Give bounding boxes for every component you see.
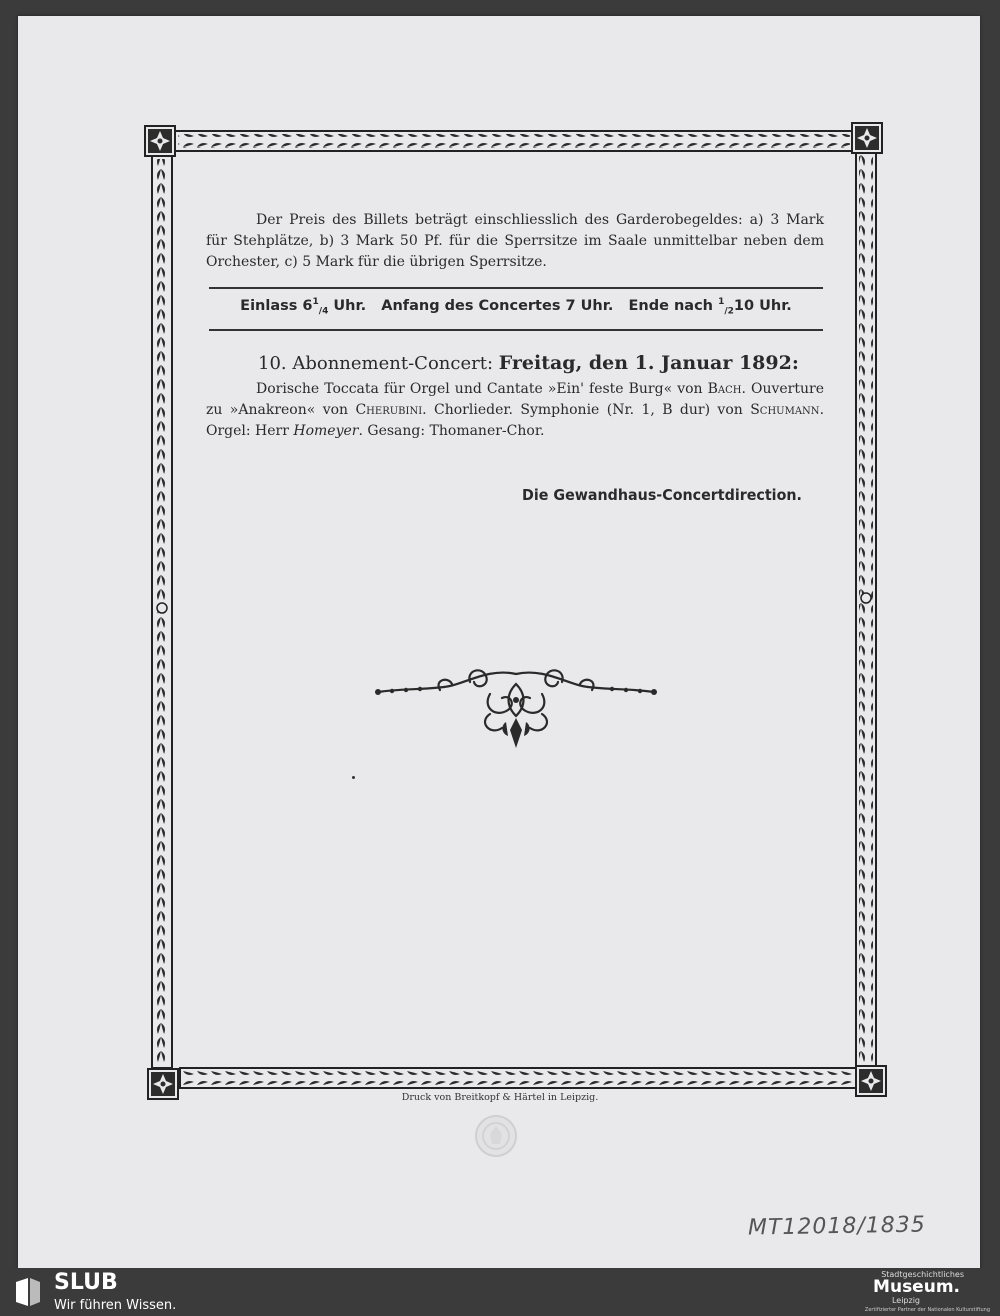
concert-title: 10. Abonnement-Concert: [258,353,494,374]
embossed-seal [474,1114,518,1158]
composer-cherubini: Cherubini [355,402,423,418]
museum-name: Museum. [873,1277,960,1297]
concert-heading [258,352,799,374]
ornament-vignette [370,664,662,750]
ticket-price-paragraph: Der Preis des Billets beträgt einschliesslich des Garderobegeldes: a) 3 Mark für Stehplätze, b) 3 Mark 50 Pf. für die Sperrsitze im Saale unmittelbar neben dem Orchester, c) 5 Mark für die übrigen Sperrsitze. [206,212,824,270]
schedule-line: Einlass $6^1_{/4}$ Uhr. Anfang des Concertes 7 Uhr. Ende nach $^1_{/2}$10 Uhr. [240,297,792,317]
concert-program: Dorische Toccata für Orgel und Cantate »Ein' feste Burg« von Bach. Ouverture zu »Anakreon« von Cherubini. Chorlieder. Symphonie (Nr. 1, B dur) von Schumann. Orgel: Herr Homeyer. Gesang: Thomaner-Chor. [206,381,825,439]
signature-direction: Die Gewandhaus-Concertdirection. [522,486,802,504]
document-page [18,16,980,1268]
concert-date: Freitag, den 1. Januar 1892: [498,352,799,374]
divider-bottom [209,329,823,331]
slub-name: SLUB [54,1270,118,1295]
museum-top-line: Stadtgeschichtliches [881,1270,964,1279]
ink-dot [352,776,355,779]
divider-top [209,287,823,289]
slub-logo-icon [14,1278,42,1306]
organist-name: Homeyer [293,423,359,439]
museum-city: Leipzig [891,1296,920,1305]
museum-certification-note: Zertifizierter Partner der Nationalen Kulturstiftung [864,1307,990,1313]
archive-shelfmark: MT12018/1835 [747,1212,927,1241]
composer-schumann: Schumann [750,402,820,418]
printer-imprint: Druck von Breitkopf & Härtel in Leipzig. [401,1092,599,1103]
slub-tagline: Wir führen Wissen. [54,1298,177,1313]
composer-bach: Bach [707,381,742,397]
